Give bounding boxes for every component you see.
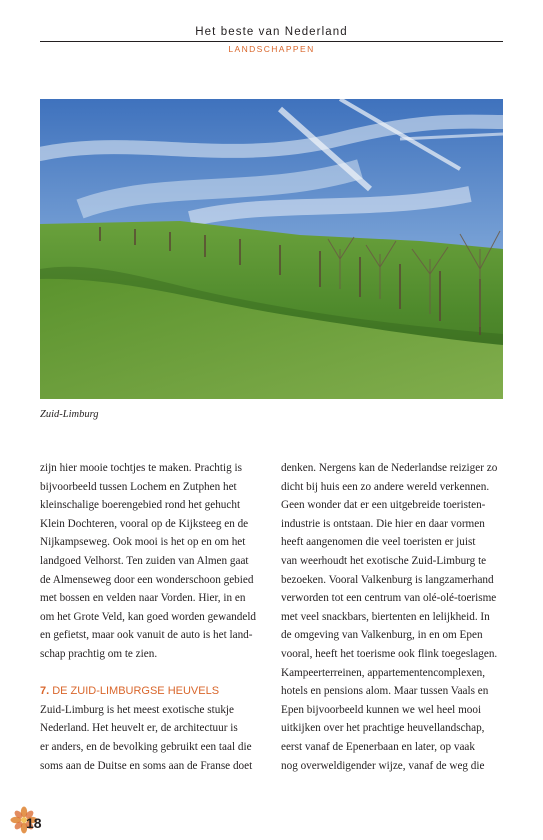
text-line: uitkijken over het prachtige heuvellandschap,: [281, 722, 485, 735]
text-line: eerst vanaf de Epenerbaan en later, op vaak: [281, 740, 475, 753]
text-line: soms aan de Duitse en soms aan de Franse doet: [40, 759, 253, 772]
left-text-column: [40, 459, 258, 775]
text-line: er anders, en de bevolking gebruikt een taal die: [40, 740, 252, 753]
text-line: denken. Nergens kan de Nederlandse reiziger zo: [281, 462, 498, 474]
page-number: 18: [26, 815, 42, 831]
text-line: Nijkampseweg. Ook mooi is het op en om het: [40, 536, 246, 549]
text-line: kleinschalige boerengebied rond het gehucht: [40, 499, 241, 512]
text-line: Klein Dochteren, vooral op de Kijksteeg en de: [40, 517, 249, 530]
text-line: bijvoorbeeld tussen Lochem en Zutphen het: [40, 480, 237, 493]
text-line: Zuid-Limburg is het meest exotische stukje: [40, 703, 234, 716]
text-line: verworden tot een centrum van olé-olé-toerisme: [281, 592, 497, 605]
text-line: met veel snackbars, biertenten en lelijkheid. In: [281, 610, 490, 623]
text-line: Geen wonder dat er een uitgebreide toeristen-: [281, 499, 486, 512]
text-line: met bossen en velden naar Vorden. Hier, in en: [40, 592, 246, 605]
text-line: om het Grote Veld, kan goed worden gewandeld: [40, 610, 257, 623]
text-line: landgoed Velhorst. Ten zuiden van Almen gaat: [40, 554, 249, 567]
right-text-column: [281, 459, 503, 775]
text-line: zijn hier mooie tochtjes te maken. Prachtig is: [40, 462, 242, 474]
text-line: industrie is ontstaan. Die hier en daar vormen: [281, 517, 485, 530]
section-title: DE ZUID-LIMBURGSE HEUVELS: [52, 685, 220, 698]
text-line: schap prachtig om te zien.: [40, 647, 158, 660]
text-line: van weerhoudt het exotische Zuid-Limburg te: [281, 554, 487, 567]
text-line: Epen bijvoorbeeld kunnen we wel heel mooi: [281, 703, 482, 716]
text-line: de Almenseweg door een wonderschoon gebied: [40, 573, 254, 586]
running-header-title: Het beste van Nederland: [195, 26, 348, 38]
page-folio: [10, 806, 70, 834]
text-line: bezoeken. Vooral Valkenburg is langzamerhand: [281, 573, 494, 586]
photo-caption: Zuid-Limburg: [40, 409, 99, 420]
text-line: hotels en pensions alom. Maar tussen Vaals en: [281, 685, 489, 698]
text-line: vooral, heeft het toerisme ook flink toegeslagen.: [281, 647, 498, 660]
text-line: nog overweldigender wijze, vanaf de weg die: [281, 759, 485, 772]
text-line: heeft aangenomen die veel toeristen er juist: [281, 536, 476, 549]
text-line: en gefietst, maar ook vanuit de auto is het land-: [40, 629, 253, 642]
landscape-photo: [40, 99, 503, 399]
text-line: de omgeving van Valkenburg, in en om Epen: [281, 629, 483, 642]
text-line: Kampeerterreinen, appartementencomplexen,: [281, 666, 486, 679]
text-line: Nederland. Het heuvelt er, de architectuur is: [40, 722, 238, 735]
section-number: 7.: [40, 685, 50, 698]
header-rule: [40, 41, 503, 42]
text-line: dicht bij huis een zo andere wereld verkennen.: [281, 480, 490, 493]
paragraph-gap: [40, 664, 258, 683]
section-heading: [40, 682, 258, 701]
running-header-section: LANDSCHAPPEN: [228, 44, 315, 54]
